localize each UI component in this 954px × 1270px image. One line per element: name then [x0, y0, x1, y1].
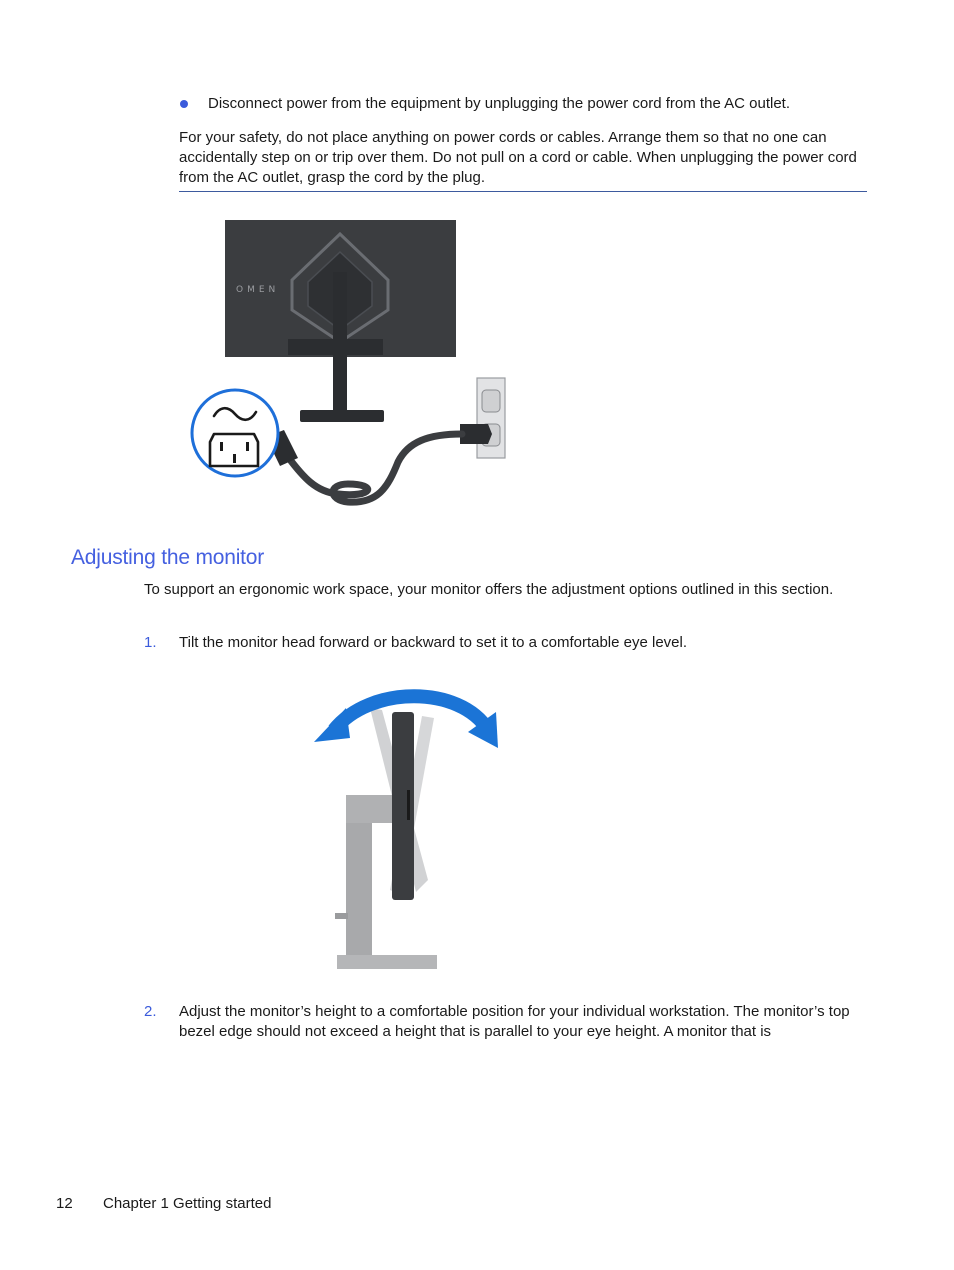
safety-note: For your safety, do not place anything on power cords or cables. Arrange them so that no one can accidentally step on or trip over them. Do not pull on a cord or cable. When unplugging the power cord from the AC outlet, grasp the cord by the plug. [179, 129, 857, 186]
stand-neck [333, 272, 347, 417]
step-number-2: 2. [144, 1003, 157, 1020]
power-figure-svg [188, 212, 518, 512]
divider-rule [179, 191, 867, 192]
step-text-1: Tilt the monitor head forward or backward to set it to a comfortable eye level. [179, 634, 688, 651]
section-heading: Adjusting the monitor [71, 546, 265, 569]
footer-chapter: Chapter 1 Getting started [103, 1195, 272, 1212]
bullet-text: Disconnect power from the equipment by unplugging the power cord from the AC outlet. [208, 95, 790, 112]
step-number-1: 1. [144, 634, 157, 651]
tilt-figure [310, 680, 510, 975]
ac-power-icon [192, 390, 278, 476]
step-text-2: Adjust the monitor’s height to a comfortable position for your individual workstation. The monitor’s top bezel edge should not exceed a height that is parallel to your eye height. A monitor that is [179, 1003, 850, 1040]
upright-monitor [392, 712, 414, 900]
power-cable [288, 434, 462, 502]
footer-page-number: 12 [56, 1195, 73, 1212]
brand-text: OMEN [236, 285, 280, 295]
tilt-stand-base [337, 955, 437, 969]
power-connection-figure [188, 212, 518, 512]
tilt-arrow-left-head [314, 708, 350, 742]
bullet-dot [180, 100, 188, 108]
section-intro: To support an ergonomic work space, your monitor offers the adjustment options outlined in this section. [144, 581, 834, 598]
tilt-figure-svg [310, 680, 510, 975]
stand-base [300, 410, 384, 422]
